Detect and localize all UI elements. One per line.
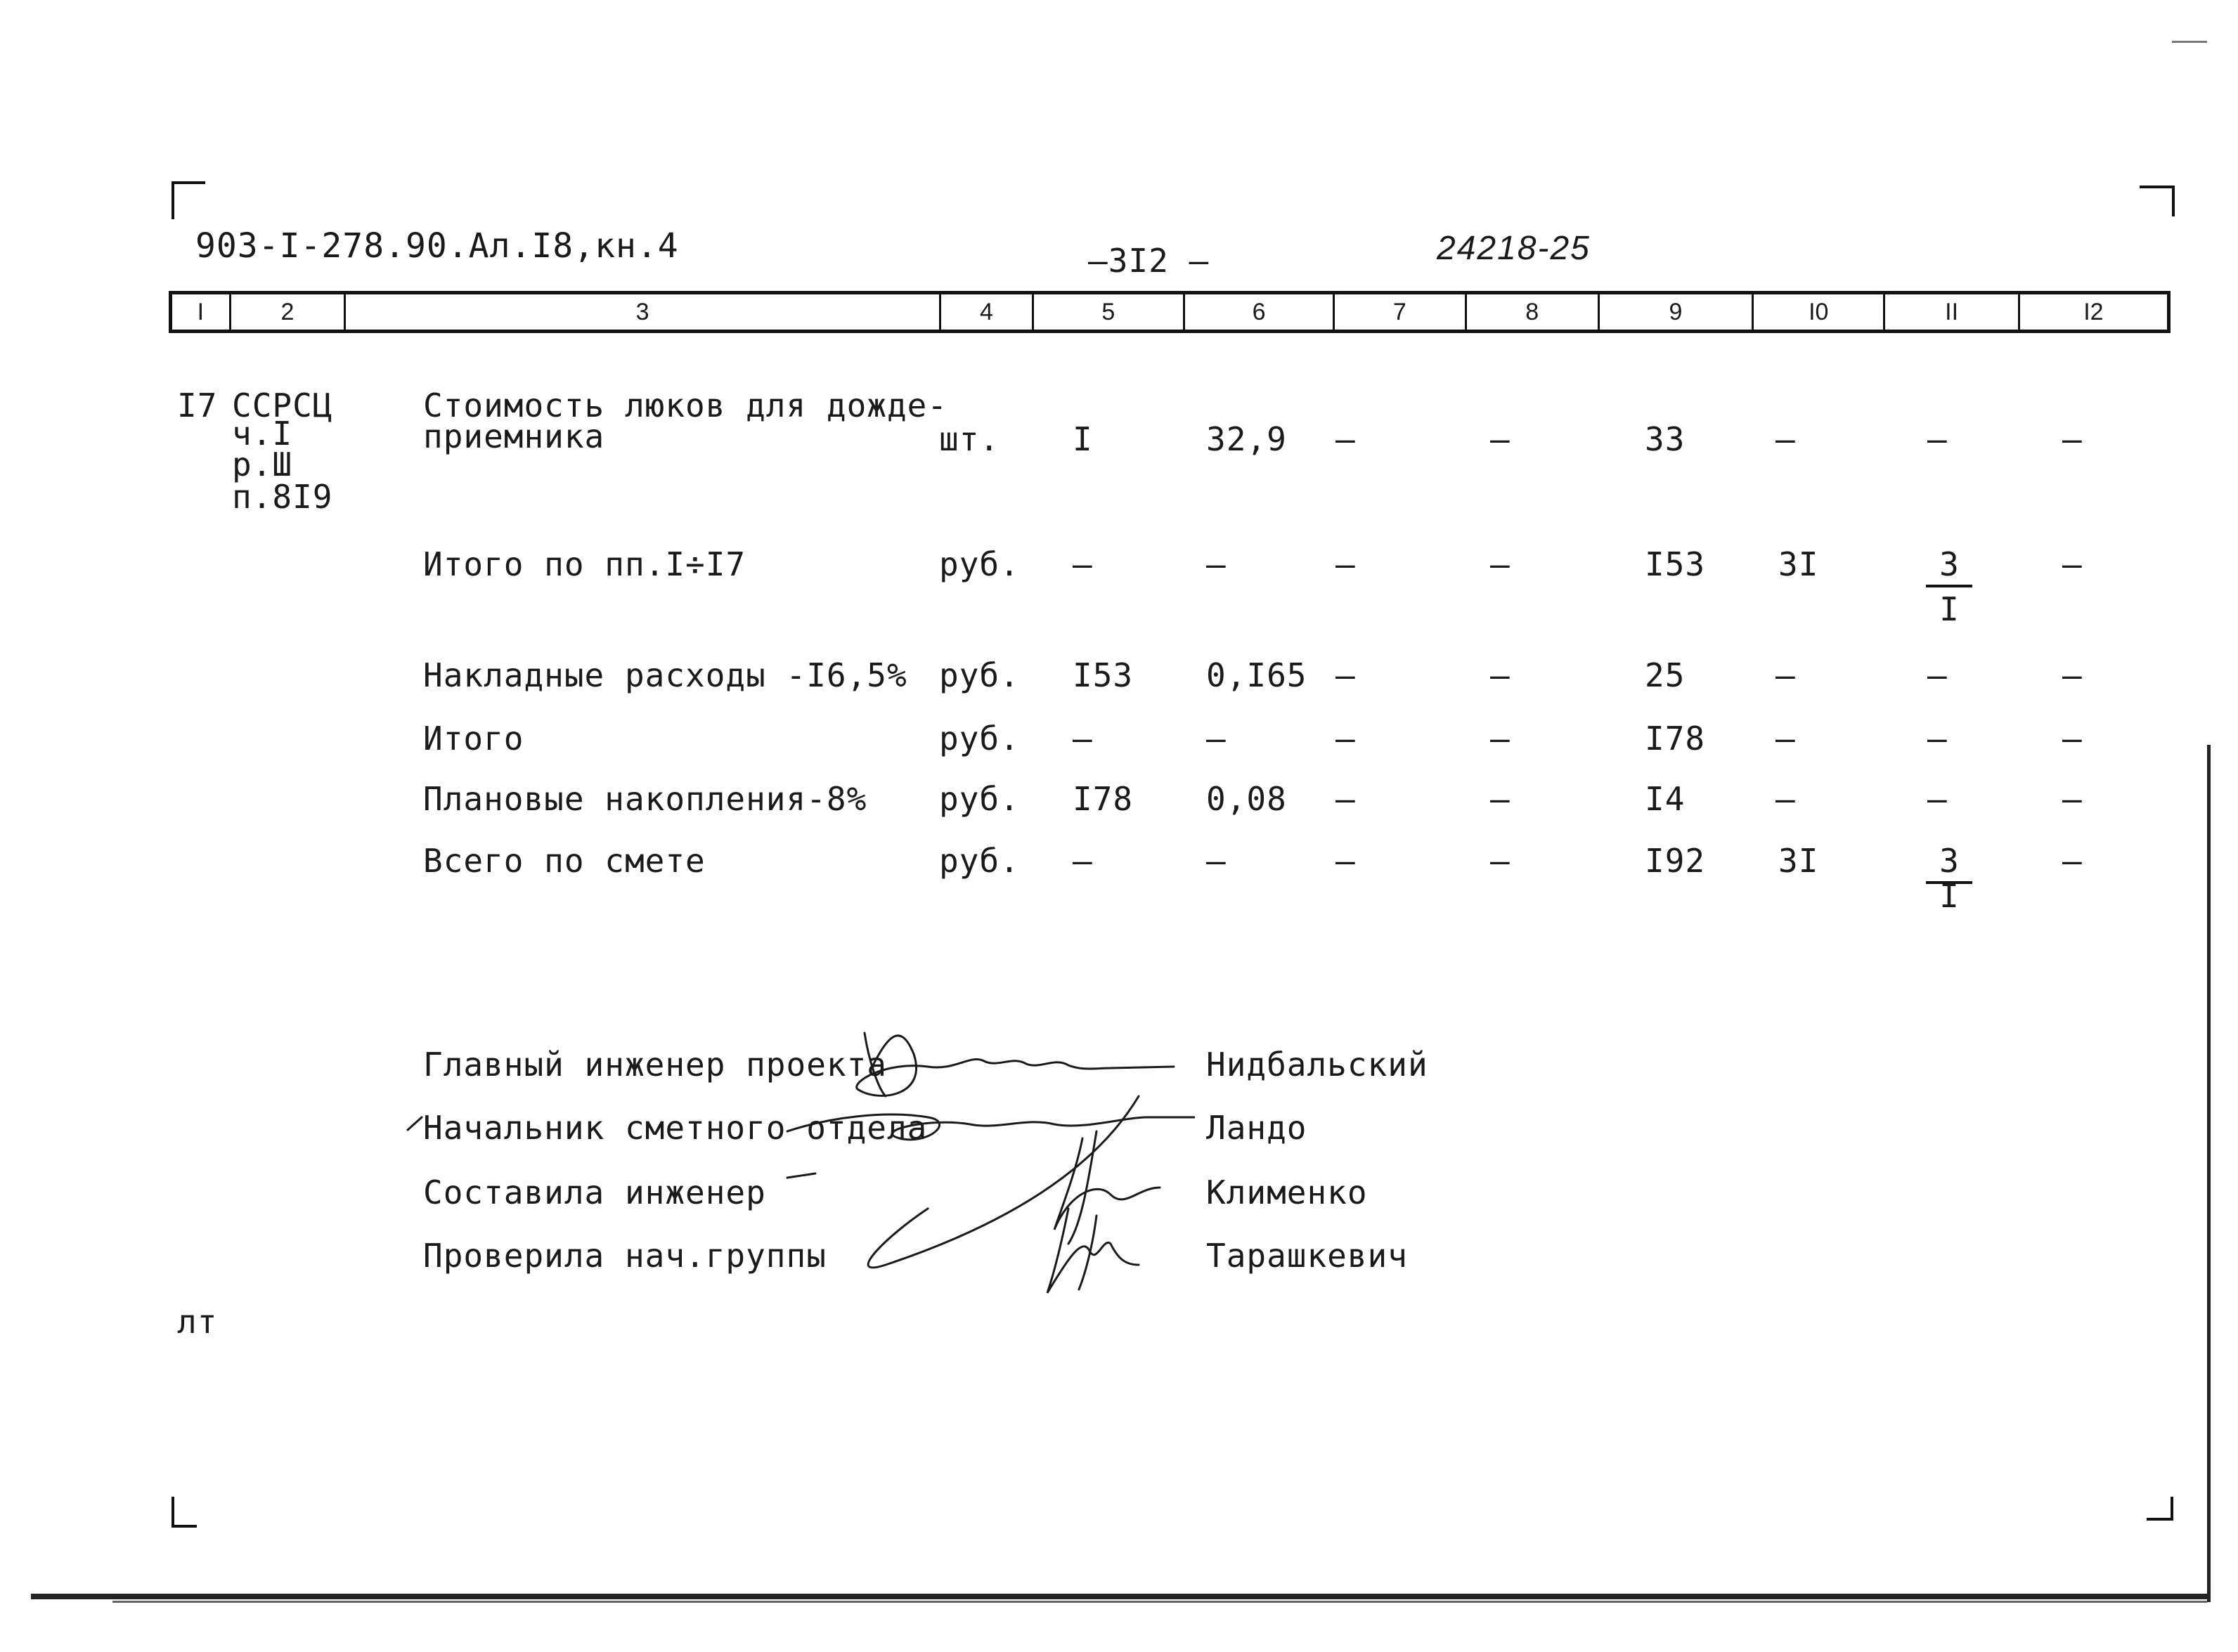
col-header: 7 (1335, 294, 1466, 330)
cell-dash: – (1490, 780, 1511, 818)
summary-base: I53 (1073, 656, 1134, 694)
cell-dash: – (2062, 545, 2083, 583)
cell-dash: – (2062, 656, 2083, 694)
item-description: Стоимость люков для дожде- (423, 386, 948, 424)
summary-rate: 0,I65 (1206, 656, 1307, 694)
cell-dash: – (2062, 420, 2083, 458)
cell-dash: – (1490, 420, 1511, 458)
fraction-denominator: I (1939, 590, 1959, 628)
doc-code: 903-I-278.90.Ал.I8,кн.4 (195, 226, 679, 266)
col-header: 9 (1600, 294, 1754, 330)
cell-dash: – (1335, 842, 1356, 880)
signature-role: Проверила нач.группы (423, 1237, 827, 1275)
corner-top-right (2140, 186, 2175, 216)
summary-col10: 3I (1778, 545, 1819, 583)
cell-dash: – (2062, 720, 2083, 757)
cell-dash: – (1927, 420, 1948, 458)
cell-dash: – (1490, 842, 1511, 880)
item-total: 33 (1645, 420, 1686, 458)
summary-unit: руб. (939, 545, 1020, 583)
fraction-numerator: 3 (1939, 545, 1959, 583)
item-ref-line: ССРСЦ (232, 386, 333, 424)
signature-stroke-4b (1079, 1216, 1097, 1289)
col-header: 6 (1185, 294, 1335, 330)
cell-dash: – (1073, 545, 1093, 583)
cell-dash: – (1927, 780, 1948, 818)
summary-label: Всего по смете (423, 842, 706, 880)
summary-fraction (1926, 842, 1972, 925)
handwritten-signatures (394, 1012, 1195, 1307)
cell-dash: – (1335, 720, 1356, 757)
signature-stroke-4 (1047, 1209, 1139, 1293)
cell-dash: – (1335, 545, 1356, 583)
corner-top-left (172, 181, 205, 219)
fraction-bar (1926, 585, 1972, 587)
cell-dash: – (1927, 656, 1948, 694)
cell-dash: – (1335, 656, 1356, 694)
col-header: 4 (941, 294, 1034, 330)
signature-stroke-2c (408, 1117, 422, 1130)
cell-dash: – (1775, 720, 1796, 757)
col-header: I (172, 294, 231, 330)
summary-total: 25 (1645, 656, 1686, 694)
col-header: 2 (231, 294, 346, 330)
summary-fraction (1926, 545, 1972, 628)
signature-stroke-2 (787, 1114, 1195, 1140)
summary-total: I78 (1645, 720, 1706, 757)
footer-mark: лт (177, 1303, 218, 1341)
summary-total: I4 (1645, 780, 1686, 818)
item-ref-line: ч.I (232, 415, 293, 453)
signature-stroke-1 (857, 1036, 1174, 1096)
item-description: приемника (423, 417, 605, 455)
item-quantity: I (1073, 420, 1093, 458)
summary-unit: руб. (939, 720, 1020, 757)
signature-stroke-3b (1068, 1131, 1097, 1244)
summary-unit: руб. (939, 656, 1020, 694)
cell-dash: – (1775, 656, 1796, 694)
summary-rate: 0,08 (1206, 780, 1287, 818)
column-header-row (169, 291, 2171, 333)
summary-label: Итого (423, 720, 524, 757)
col-header: I0 (1754, 294, 1885, 330)
cell-dash: – (2062, 780, 2083, 818)
cell-dash: – (1335, 780, 1356, 818)
signature-role: Начальник сметного отдела (423, 1109, 928, 1147)
cell-dash: – (1490, 656, 1511, 694)
page-edge-right (2207, 745, 2211, 1602)
signature-stroke-2d (787, 1173, 815, 1178)
summary-col10: 3I (1778, 842, 1819, 880)
cell-dash: – (2062, 842, 2083, 880)
corner-bottom-right (2147, 1497, 2173, 1521)
cell-dash: – (1927, 720, 1948, 757)
item-number: I7 (177, 386, 218, 424)
signature-name: Клименко (1206, 1173, 1368, 1211)
cell-dash: – (1206, 720, 1227, 757)
col-header: 5 (1034, 294, 1185, 330)
cell-dash: – (1335, 420, 1356, 458)
summary-label: Итого по пп.I÷I7 (423, 545, 746, 583)
cell-dash: – (1775, 420, 1796, 458)
summary-label: Накладные расходы -I6,5% (423, 656, 907, 694)
item-ref-line: п.8I9 (232, 478, 333, 516)
signature-name: Тарашкевич (1206, 1237, 1408, 1275)
summary-total: I53 (1645, 545, 1706, 583)
cell-dash: – (1206, 842, 1227, 880)
cell-dash: – (1073, 720, 1093, 757)
page-number: —3I2 — (1088, 242, 1210, 280)
signature-name: Нидбальский (1206, 1046, 1428, 1084)
cell-dash: – (1490, 720, 1511, 757)
summary-total: I92 (1645, 842, 1706, 880)
top-edge-mark (2172, 41, 2207, 43)
corner-bottom-left (172, 1497, 197, 1528)
col-header: 8 (1467, 294, 1600, 330)
page-edge-bottom (31, 1594, 2210, 1599)
fraction-denominator: I (1939, 877, 1959, 915)
signature-name: Ландо (1206, 1109, 1307, 1147)
signature-stroke-3 (1054, 1138, 1160, 1230)
item-price: 32,9 (1206, 420, 1287, 458)
page-edge-bottom-shadow (112, 1601, 2207, 1603)
cell-dash: – (1775, 780, 1796, 818)
col-header: I2 (2083, 298, 2104, 325)
summary-unit: руб. (939, 780, 1020, 818)
item-unit: шт. (939, 420, 1000, 458)
summary-base: I78 (1073, 780, 1134, 818)
col-header: 3 (346, 294, 941, 330)
signature-role: Составила инженер (423, 1173, 766, 1211)
stamp-number: 24218-25 (1437, 230, 1591, 267)
summary-unit: руб. (939, 842, 1020, 880)
cell-dash: – (1073, 842, 1093, 880)
item-ref-line: р.Ш (232, 445, 293, 483)
signature-stroke-1b (865, 1033, 886, 1096)
summary-label: Плановые накопления-8% (423, 780, 867, 818)
cell-dash: – (1206, 545, 1227, 583)
signature-stroke-2b (868, 1096, 1139, 1268)
col-header: II (1885, 294, 2019, 330)
cell-dash: – (1490, 545, 1511, 583)
fraction-numerator: 3 (1939, 842, 1959, 880)
signature-role: Главный инженер проекта (423, 1046, 887, 1084)
